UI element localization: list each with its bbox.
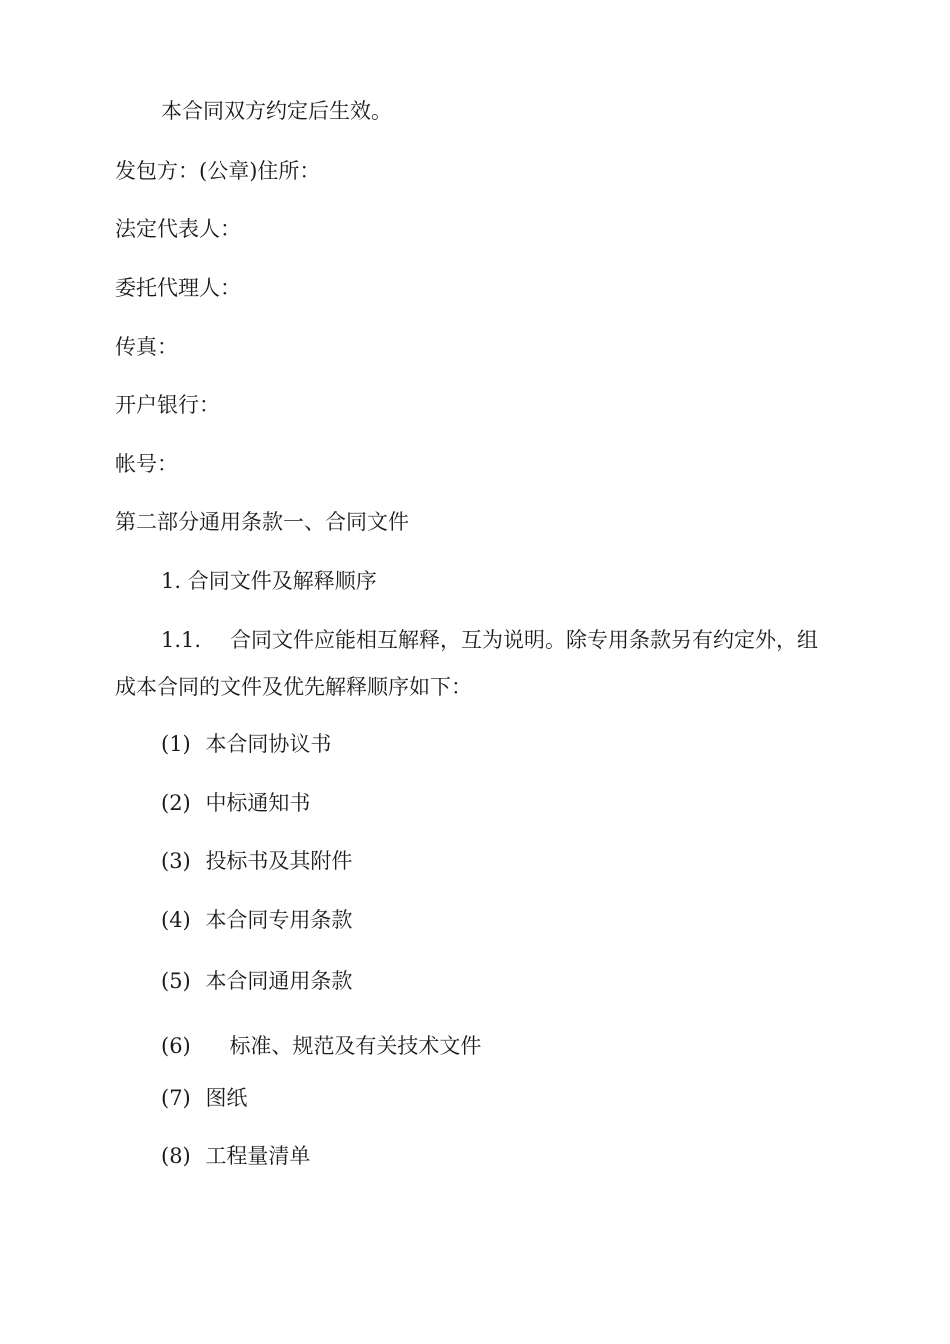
list-item — [161, 1142, 310, 1170]
paragraph-fax: 传真： — [115, 335, 178, 359]
list-item-number: (3) — [161, 849, 191, 873]
list-item-text: 本合同协议书 — [205, 732, 332, 756]
paragraph-effective: 本合同双方约定后生效。 — [161, 99, 392, 123]
section-1-1-number: 1.1. — [161, 628, 202, 652]
section-1-1-line-2: 成本合同的文件及优先解释顺序如下： — [115, 675, 472, 699]
list-item — [161, 1084, 247, 1112]
list-item — [161, 967, 352, 995]
list-item — [161, 789, 310, 817]
paragraph-employer: 发包方：(公章)住所： — [115, 159, 321, 183]
list-item-text: 本合同通用条款 — [205, 969, 353, 993]
list-item-number: (8) — [161, 1144, 191, 1168]
list-item-number: (7) — [161, 1086, 191, 1110]
list-item-text: 标准、规范及有关技术文件 — [229, 1034, 482, 1058]
list-item-text: 投标书及其附件 — [205, 849, 353, 873]
heading-part-two: 第二部分通用条款一、合同文件 — [115, 510, 409, 534]
paragraph-account: 帐号： — [115, 452, 178, 476]
list-item — [161, 730, 331, 758]
list-item-number: (4) — [161, 908, 191, 932]
list-item-text: 工程量清单 — [205, 1144, 311, 1168]
list-item-text: 中标通知书 — [205, 791, 311, 815]
paragraph-agent: 委托代理人： — [115, 276, 241, 300]
list-item-number: (1) — [161, 732, 191, 756]
list-item — [161, 847, 352, 875]
paragraph-bank: 开户银行： — [115, 393, 220, 417]
section-1-1-line-1: 合同文件应能相互解释，互为说明。除专用条款另有约定外，组 — [230, 628, 818, 652]
paragraph-legal-rep: 法定代表人： — [115, 217, 241, 241]
list-item — [161, 1032, 481, 1060]
list-item-number: (5) — [161, 969, 191, 993]
list-item-number: (2) — [161, 791, 191, 815]
list-item-text: 本合同专用条款 — [205, 908, 353, 932]
list-item-number: (6) — [161, 1034, 191, 1058]
list-item — [161, 906, 352, 934]
list-item-text: 图纸 — [205, 1086, 248, 1110]
heading-section-1: 1. 合同文件及解释顺序 — [161, 569, 377, 593]
